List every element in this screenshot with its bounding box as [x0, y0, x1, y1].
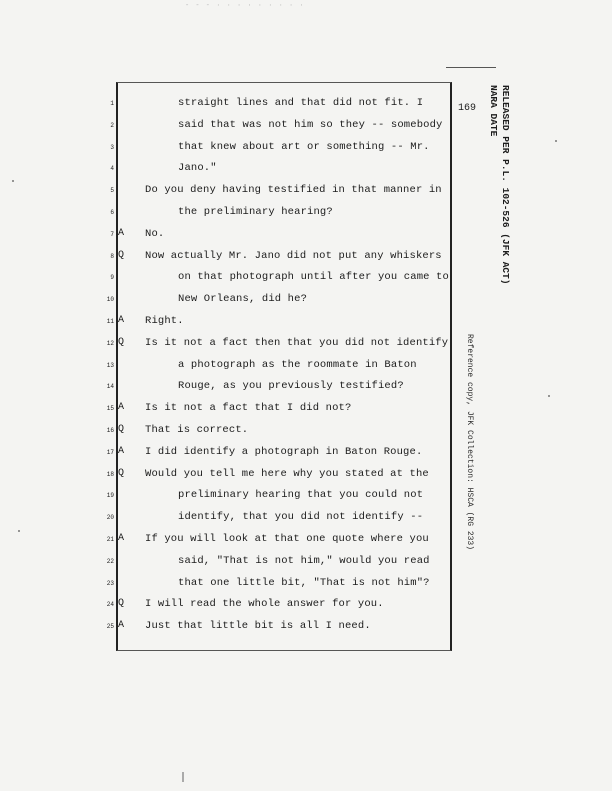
testimony-text: straight lines and that did not fit. I	[178, 97, 424, 109]
line-number: 9	[110, 274, 114, 282]
transcript-line	[0, 511, 612, 526]
testimony-text: on that photograph until after you came to	[178, 271, 449, 284]
transcript-line	[0, 402, 612, 417]
line-number: 24	[106, 601, 114, 609]
testimony-text: I will read the whole answer for you.	[145, 598, 384, 611]
line-number: 23	[106, 579, 114, 587]
line-number: 11	[106, 318, 114, 325]
speaker-label: Q	[118, 598, 125, 610]
testimony-text: Rouge, as you previously testified?	[178, 380, 404, 393]
testimony-text: said that was not him so they -- somebody	[178, 118, 443, 131]
transcript-line	[0, 206, 612, 221]
speaker-label: A	[118, 445, 125, 457]
testimony-text: Now actually Mr. Jano did not put any whiskers	[145, 249, 442, 262]
line-number: 8	[110, 252, 114, 260]
line-number: 3	[110, 143, 114, 151]
speaker-label: A	[118, 620, 125, 632]
testimony-text: Jano."	[178, 162, 217, 175]
line-number: 5	[110, 187, 114, 195]
transcript-line	[0, 446, 612, 461]
transcript-line	[0, 359, 612, 374]
transcript-line	[0, 533, 612, 548]
testimony-text: the preliminary hearing?	[178, 206, 333, 218]
transcript-line	[0, 598, 612, 613]
line-number: 10	[106, 296, 114, 304]
reference-note: Reference copy, JFK Collection: HSCA (RG 233)	[465, 334, 474, 551]
transcript-line	[0, 337, 612, 352]
line-number: 1	[110, 100, 114, 107]
line-number: 6	[110, 209, 114, 216]
testimony-text: preliminary hearing that you could not	[178, 489, 424, 502]
testimony-text: Is it not a fact that I did not?	[145, 402, 352, 415]
line-number: 18	[106, 470, 114, 478]
line-number: 19	[106, 492, 114, 500]
testimony-text: Would you tell me here why you stated at the	[145, 467, 429, 480]
line-number: 17	[106, 448, 114, 456]
testimony-text: No.	[145, 227, 165, 240]
speaker-label: A	[118, 315, 125, 326]
testimony-text: that knew about art or something -- Mr.	[178, 140, 430, 153]
scan-speck	[12, 180, 14, 182]
transcript-line	[0, 555, 612, 570]
line-number: 7	[110, 230, 114, 238]
testimony-text: said, "That is not him," would you read	[178, 554, 430, 567]
transcript-line	[0, 315, 612, 330]
scan-speck	[555, 140, 557, 142]
top-rule	[446, 67, 496, 68]
line-number: 15	[106, 405, 114, 413]
speaker-label: Q	[118, 467, 125, 479]
line-number: 21	[106, 536, 114, 543]
transcript-line	[0, 380, 612, 395]
testimony-text: New Orleans, did he?	[178, 293, 308, 306]
release-stamp	[487, 85, 511, 285]
line-number: 2	[110, 121, 114, 129]
scan-speck	[548, 395, 550, 397]
page-number: 169	[458, 103, 477, 114]
line-number: 20	[106, 514, 114, 522]
testimony-text: That is correct.	[145, 424, 249, 436]
transcript-line	[0, 620, 612, 635]
testimony-text: a photograph as the roommate in Baton	[178, 358, 417, 371]
transcript-line	[0, 250, 612, 265]
transcript-line	[0, 184, 612, 199]
testimony-text: If you will look at that one quote where you	[145, 533, 429, 545]
release-stamp-line2: NARA DATE	[488, 85, 499, 137]
line-number: 25	[106, 623, 114, 631]
testimony-text: Is it not a fact then that you did not identify	[145, 336, 449, 349]
transcript-line	[0, 424, 612, 439]
line-number: 4	[110, 165, 114, 173]
transcript-line	[0, 162, 612, 177]
speaker-label: A	[118, 533, 125, 544]
header-stamp: - - - · · · · · · · · ·	[185, 2, 305, 10]
line-number: 16	[106, 427, 114, 434]
release-stamp-line1: RELEASED PER P.L. 102-526 (JFK ACT)	[500, 85, 511, 285]
speaker-label: A	[118, 227, 125, 239]
line-number: 12	[106, 339, 114, 347]
transcript-line	[0, 97, 612, 112]
transcript-line	[0, 577, 612, 592]
transcript-line	[0, 119, 612, 134]
testimony-text: I did identify a photograph in Baton Rouge.	[145, 445, 423, 458]
line-number: 22	[106, 557, 114, 565]
scan-mark	[182, 772, 184, 782]
transcript-line	[0, 141, 612, 156]
transcript-line	[0, 228, 612, 243]
testimony-text: identify, that you did not identify --	[178, 511, 424, 524]
testimony-text: Just that little bit is all I need.	[145, 620, 371, 633]
speaker-label: Q	[118, 249, 125, 261]
testimony-text: Do you deny having testified in that manner in	[145, 184, 442, 197]
transcript-line	[0, 271, 612, 286]
scan-speck	[18, 530, 20, 532]
speaker-label: A	[118, 402, 125, 414]
testimony-text: that one little bit, "That is not him"?	[178, 576, 430, 589]
line-number: 14	[106, 383, 114, 391]
line-number: 13	[106, 361, 114, 369]
testimony-text: Right.	[145, 315, 184, 327]
transcript-line	[0, 293, 612, 308]
transcript-line	[0, 468, 612, 483]
speaker-label: Q	[118, 424, 125, 435]
transcript-line	[0, 489, 612, 504]
speaker-label: Q	[118, 336, 125, 348]
